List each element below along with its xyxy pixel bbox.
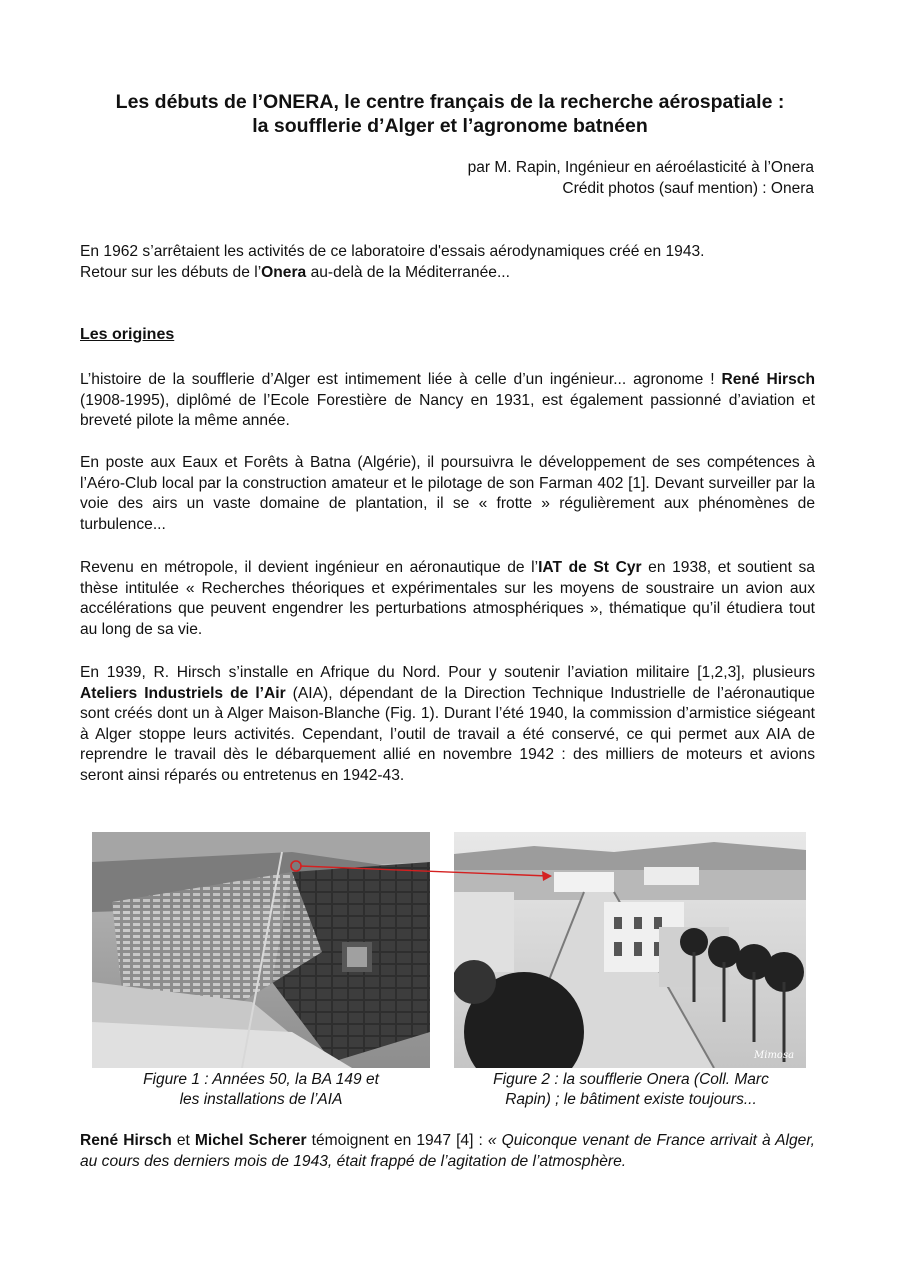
intro-line-1: En 1962 s’arrêtaient les activités de ce laboratoire d'essais aérodynamiques créé en 1943. bbox=[80, 243, 705, 260]
figure-1-caption-line-2: les installations de l’AIA bbox=[179, 1091, 343, 1108]
p4-text-c: (AIA), dépendant de la Direction Technique Industrielle de l’aéronautique sont créés dont un à Alger Maison-Blanche (Fig. 1). Durant l’été 1940, la commission d’armistice siégeant à Alger stoppe leurs activités. Cependant, l’outil de travail a été conservé, ce qui permet aux AIA de reprendre le travail dès le débarquement allié en novembre 1942 : des milliers de moteurs et avions seront ainsi réparés ou entretenus en 1942-43. bbox=[80, 684, 815, 784]
p3-text-c: en 1938, et soutient sa thèse intitulée « Recherches théoriques et expérimentales sur les moyens de soustraire un avion aux accélérations que peuvent engendrer les perturbations atmosphériques », thématique qu’il étudiera tout au long de sa vie. bbox=[80, 559, 815, 638]
p5-quote: « Quiconque venant de France arrivait à Alger, au cours des derniers mois de 1943, était frappé de l’agitation de l’atmosphère. bbox=[80, 1132, 815, 1170]
photo-signature: Mimosa bbox=[754, 1050, 795, 1061]
section-heading: Les origines bbox=[80, 326, 175, 343]
paragraph-5 bbox=[80, 1131, 815, 1172]
figure-1-caption-line-1: Figure 1 : Années 50, la BA 149 et bbox=[143, 1071, 379, 1088]
onera-bold: Onera bbox=[261, 263, 307, 281]
p4-text-a: En 1939, R. Hirsch s’installe en Afrique du Nord. Pour y soutenir l’aviation militaire [1,2,3], plusieurs bbox=[80, 664, 815, 681]
intro-text: Retour sur les débuts de l’ bbox=[80, 263, 262, 281]
paragraph-2: En poste aux Eaux et Forêts à Batna (Algérie), il poursuivra le développement de ses compétences à l’Aéro-Club local par la construction amateur et le pilotage de son Farman 402 [1]. Devant surveiller par la voie des airs un vaste domaine de plantation, il se « frotte » régulièrement aux phénomènes de turbulence... bbox=[80, 454, 815, 533]
figure-1-caption bbox=[92, 1070, 430, 1110]
red-arrow-line bbox=[300, 866, 548, 876]
p1-bold-name: René Hirsch bbox=[721, 371, 815, 388]
title-line-1: Les débuts de l’ONERA, le centre français de la recherche aérospatiale : bbox=[115, 91, 785, 113]
p1-text-a: L’histoire de la soufflerie d’Alger est intimement liée à celle d’un ingénieur... agronome ! bbox=[80, 371, 722, 388]
p3-bold-iat: IAT de St Cyr bbox=[538, 559, 642, 576]
figure-2-caption-line-2: Rapin) ; le bâtiment existe toujours... bbox=[505, 1091, 757, 1108]
p4-bold-aia: Ateliers Industriels de l’Air bbox=[80, 684, 286, 702]
author-line: par M. Rapin, Ingénieur en aéroélasticité à l’Onera bbox=[467, 159, 814, 176]
p5-and: et bbox=[171, 1132, 195, 1149]
title-line-2: la soufflerie d’Alger et l’agronome batnéen bbox=[252, 115, 648, 137]
p5-bold-name-1: René Hirsch bbox=[80, 1132, 172, 1149]
intro-text-end: au-delà de la Méditerranée... bbox=[306, 263, 510, 281]
p5-text-mid: témoignent en 1947 [4] : bbox=[306, 1132, 488, 1149]
figure-2-caption bbox=[446, 1070, 816, 1110]
p5-bold-name-2: Michel Scherer bbox=[194, 1132, 307, 1149]
photo-credit-line: Crédit photos (sauf mention) : Onera bbox=[562, 180, 814, 197]
arrowhead-icon bbox=[542, 871, 552, 881]
p1-text-c: (1908-1995), diplômé de l’Ecole Forestière de Nancy en 1931, est également passionné d’aviation et breveté pilote la même année. bbox=[80, 391, 815, 429]
p3-text-a: Revenu en métropole, il devient ingénieur en aéronautique de l’ bbox=[80, 559, 539, 576]
figure-2-caption-line-1: Figure 2 : la soufflerie Onera (Coll. Marc bbox=[493, 1071, 769, 1088]
